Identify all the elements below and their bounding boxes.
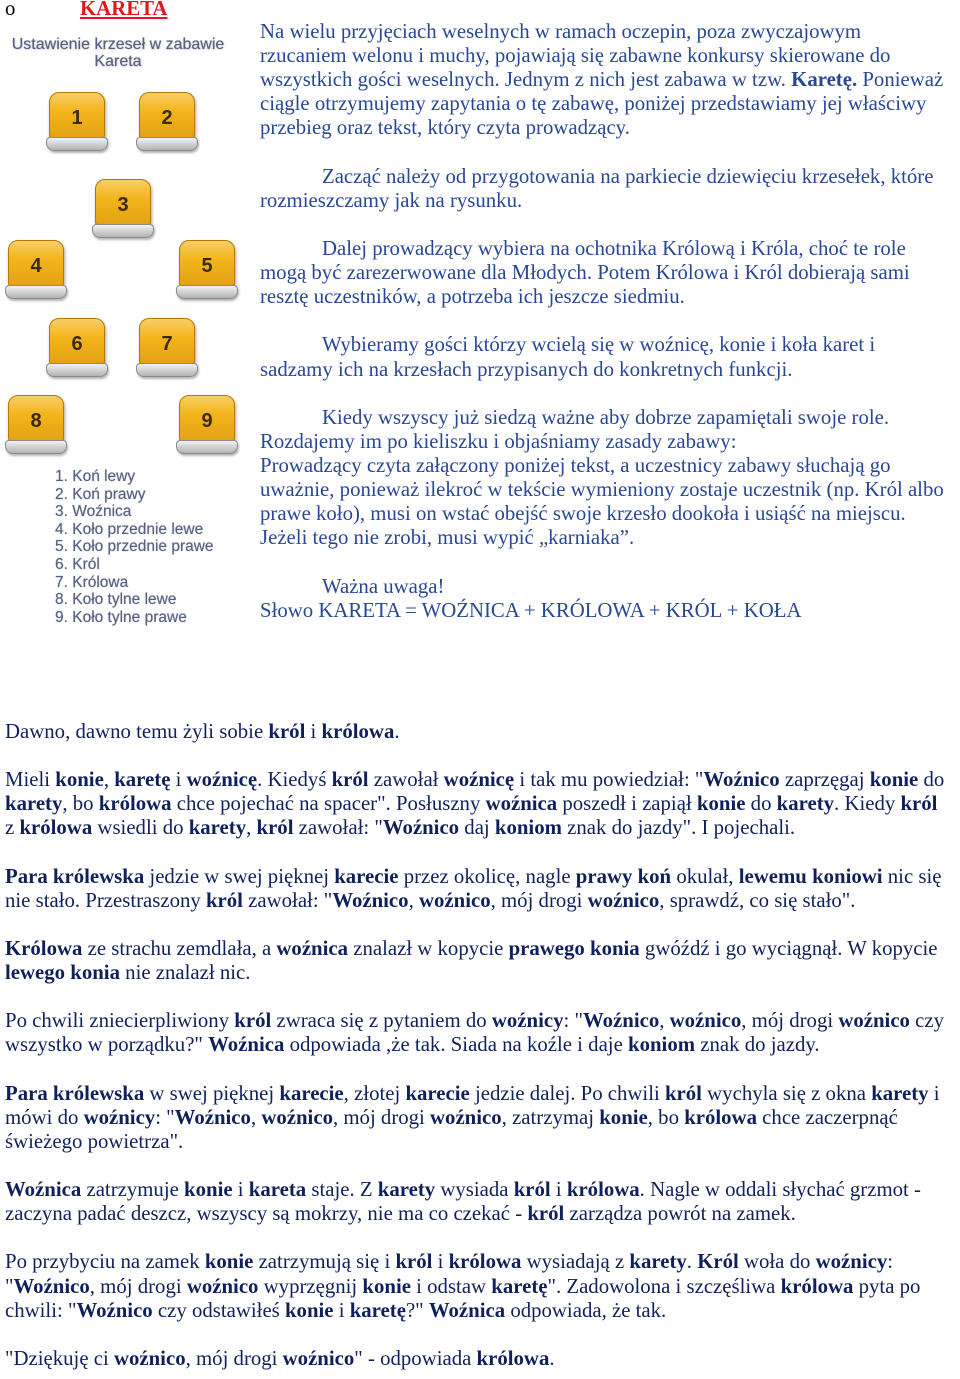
text-run: odpowiada, że tak. — [505, 1298, 667, 1322]
chair-8 — [5, 395, 67, 455]
story-paragraph — [5, 1009, 960, 1057]
intro-line — [260, 358, 960, 382]
text-run: chce zaczerpnąć — [756, 1105, 898, 1129]
text-run: Wybieramy gości którzy wcielą się w woźnicę, konie i koła karet i — [322, 333, 876, 357]
chair-number: 6 — [71, 333, 83, 355]
bold-term: lewego konia — [5, 961, 120, 985]
bold-term: Woźnico — [703, 768, 780, 792]
text-run: okulał, — [671, 864, 739, 888]
bold-term: woźnico — [430, 1105, 502, 1129]
text-run: uważnie, ponieważ ilekroć w tekście wymieniony zostaje uczestnik (np. Król albo — [260, 478, 944, 502]
text-run: wysiada — [435, 1178, 514, 1202]
bold-term: karecie — [279, 1081, 344, 1105]
intro-line — [260, 526, 960, 550]
text-run: znak do jazdy". I pojechali. — [561, 816, 796, 840]
text-run: Dawno, dawno temu żyli sobie — [5, 720, 269, 743]
legend-item: 8. Koło tylne lewe — [55, 591, 177, 609]
bold-term: król — [256, 816, 294, 840]
text-run: wychyla się z okna — [701, 1081, 872, 1105]
story-line — [5, 1009, 960, 1033]
chair-seat — [92, 224, 154, 238]
chair-number: 4 — [30, 255, 42, 277]
story-line — [5, 792, 960, 816]
intro-paragraph — [260, 237, 960, 309]
bold-term: karety — [629, 1250, 687, 1274]
text-run: , mój drogi — [490, 888, 588, 912]
bold-term: prawego konia — [508, 936, 640, 960]
chair-number: 9 — [201, 410, 213, 432]
text-run: Po przybyciu na zamek — [5, 1250, 205, 1274]
text-run: , — [103, 768, 115, 792]
chair-5 — [176, 240, 238, 300]
text-run: , mój drogi — [185, 1346, 283, 1370]
bold-term: Woźnico — [332, 888, 409, 912]
bold-term: król — [395, 1250, 433, 1274]
bold-term: Karetę. — [791, 68, 858, 92]
text-run: przez okolicę, nagle — [398, 864, 576, 888]
text-run: zarządza powrót na zamek. — [564, 1202, 796, 1226]
intro-line — [260, 261, 960, 285]
bold-term: konie — [184, 1178, 233, 1202]
text-run: wyprzęgnij — [258, 1274, 363, 1298]
text-run: , mój drogi — [89, 1274, 187, 1298]
chair-1 — [46, 92, 108, 152]
text-run: znalazł w kopycie — [348, 936, 509, 960]
text-run: ?" — [405, 1298, 429, 1322]
text-run: do — [918, 768, 945, 792]
chair-4 — [5, 240, 67, 300]
text-run: staje. Z — [306, 1178, 378, 1202]
text-run: zawołał: " — [242, 888, 333, 912]
story-line — [5, 1347, 960, 1371]
chair-number: 7 — [161, 333, 173, 355]
intro-line — [260, 454, 960, 478]
text-run: i tak mu powiedział: " — [514, 768, 704, 792]
text-run: i — [928, 1081, 940, 1105]
text-run: zwraca się z pytaniem do — [271, 1009, 492, 1033]
legend-item: 7. Królowa — [55, 573, 129, 591]
story-line — [5, 937, 960, 961]
text-run: czy odstawiłeś — [152, 1298, 285, 1322]
chair-6 — [46, 318, 108, 378]
intro-line — [260, 92, 960, 116]
text-run: Po chwili zniecierpliwiony — [5, 1009, 235, 1033]
list-bullet: o — [5, 0, 16, 20]
intro-paragraph — [260, 165, 960, 213]
text-run: w swej pięknej — [144, 1081, 280, 1105]
story-line — [5, 865, 960, 889]
bold-term: król — [527, 1202, 565, 1226]
text-run: , — [659, 1009, 670, 1033]
bold-term: królowa — [476, 1346, 550, 1370]
text-run: , bo — [62, 792, 99, 816]
chair-seat — [176, 440, 238, 454]
bold-term: karetę — [349, 1298, 406, 1322]
text-run: nic się — [882, 864, 942, 888]
bold-term: Woźnico — [174, 1105, 251, 1129]
text-run: daj — [459, 816, 495, 840]
bold-term: konie — [55, 768, 104, 792]
bold-term: woźnico — [838, 1009, 910, 1033]
bold-term: woźnico — [587, 888, 660, 912]
legend-item: 1. Koń lewy — [55, 468, 136, 485]
text-run: pyta po — [853, 1274, 921, 1298]
bold-term: królowa — [19, 816, 93, 840]
bold-term: król — [331, 768, 369, 792]
bold-term: karetę — [114, 768, 171, 792]
bold-term: woźnico — [261, 1105, 333, 1129]
text-run: resztę uczestników, a potrzeba ich jeszcze siedmiu. — [260, 285, 685, 309]
intro-line — [260, 478, 960, 502]
text-run: , — [408, 888, 419, 912]
bold-term: konie — [696, 792, 746, 816]
text-run: zawołał: " — [293, 816, 383, 840]
chair-number: 2 — [161, 107, 173, 129]
text-run: zawołał — [368, 768, 444, 792]
intro-line — [260, 406, 960, 430]
text-run: " - odpowiada — [354, 1346, 477, 1370]
text-run: , — [246, 816, 257, 840]
bold-term: koniom — [628, 1033, 696, 1057]
intro-line — [260, 237, 960, 261]
bold-term: Woźnico — [76, 1298, 153, 1322]
bold-term: karety — [871, 1081, 929, 1105]
legend-item: 5. Koło przednie prawe — [55, 538, 214, 556]
bold-term: woźnicy — [815, 1250, 888, 1274]
bold-term: karety — [188, 816, 247, 840]
kareta-title-link[interactable]: KARETA — [80, 0, 168, 20]
bold-term: karety — [377, 1178, 436, 1202]
intro-paragraph — [260, 575, 960, 623]
bold-term: król — [900, 792, 938, 816]
chair-number: 1 — [71, 107, 83, 129]
text-run: sadzamy ich na krzesłach przypisanych do konkretnych funkcji. — [260, 357, 793, 381]
text-run: nie znalazł nic. — [119, 961, 251, 985]
bold-term: woźnica — [276, 936, 349, 960]
intro-line — [260, 285, 960, 309]
text-run: , bo — [647, 1105, 685, 1129]
text-run: ciągle otrzymujemy zapytania o tę zabawę, poniżej przedstawiamy jej właściwy — [260, 92, 927, 116]
text-run: Kiedy wszyscy już siedzą ważne aby dobrze zapamiętali swoje role. — [322, 405, 890, 429]
chair-legend — [55, 468, 240, 626]
text-run: Rozdajemy im po kieliszku i objaśniamy zasady zabawy: — [260, 429, 737, 453]
text-run: czy — [909, 1009, 945, 1033]
text-run: Ponieważ — [857, 68, 944, 92]
story-paragraph — [5, 720, 960, 744]
text-run: i — [432, 1250, 449, 1274]
text-run: Dalej prowadzący wybiera na ochotnika Królową i Króla, choć te role — [322, 236, 906, 260]
story-line — [5, 1275, 960, 1299]
text-run: chwili: " — [5, 1298, 77, 1322]
text-run: . Kiedyś — [257, 768, 332, 792]
text-run: mówi do — [5, 1105, 84, 1129]
text-run: i — [333, 1298, 350, 1322]
bold-term: królowa — [684, 1105, 757, 1129]
intro-line — [260, 502, 960, 526]
bold-term: konie — [869, 768, 919, 792]
text-run: i — [232, 1178, 249, 1202]
text-run: zatrzymują się i — [253, 1250, 396, 1274]
text-run: zaczyna padać deszcz, wszyscy są mokrzy, nie ma co czekać - — [5, 1202, 528, 1226]
bold-term: król — [234, 1009, 272, 1033]
bold-term: karetę — [491, 1274, 548, 1298]
story-paragraph — [5, 768, 960, 840]
text-run: , mój drogi — [741, 1009, 839, 1033]
text-run: jedzie w swej pięknej — [144, 864, 335, 888]
story-line — [5, 889, 960, 913]
chair-seat — [5, 440, 67, 454]
text-run: ". Zadowolona i szczęśliwa — [547, 1274, 781, 1298]
text-run: odpowiada ,że tak. Siada na koźle i daje — [284, 1033, 629, 1057]
text-run: nie stało. Przestraszony — [5, 888, 206, 912]
bold-term: karety — [5, 792, 63, 816]
bold-term: woźnico — [113, 1346, 186, 1370]
legend-item: 4. Koło przednie lewe — [55, 520, 204, 538]
text-run: woła do — [738, 1250, 816, 1274]
bold-term: woźnico — [282, 1346, 355, 1370]
text-run: . — [394, 720, 400, 743]
bold-term: konie — [204, 1250, 254, 1274]
bold-term: Para królewska — [5, 864, 145, 888]
figure-title-line: Ustawienie krzeseł w zabawie — [11, 36, 225, 53]
story-paragraph — [5, 1082, 960, 1154]
bold-term: królowa — [98, 792, 172, 816]
text-run: . — [686, 1250, 698, 1274]
text-run: Na wielu przyjęciach weselnych w ramach oczepin, poza zwyczajowym — [260, 20, 862, 43]
chair-seat — [46, 363, 108, 377]
chair-2 — [136, 92, 198, 152]
bold-term: karety — [776, 792, 835, 816]
intro-paragraph — [260, 406, 960, 551]
chair-number: 8 — [30, 410, 42, 432]
story-line — [5, 1250, 960, 1274]
text-run: Słowo KARETA = WOŹNICA + KRÓLOWA + KRÓL + KOŁA — [260, 598, 802, 622]
text-run: "Dziękuję ci — [5, 1346, 114, 1370]
text-run: mogą być zarezerwowane dla Młodych. Potem Królowa i Król dobierają sami — [260, 261, 910, 285]
bold-term: królowa — [321, 720, 395, 743]
story-line — [5, 720, 960, 744]
story-paragraph — [5, 1250, 960, 1322]
story-paragraph — [5, 1347, 960, 1371]
bold-term: królowa — [448, 1250, 522, 1274]
chair-seat — [176, 285, 238, 299]
legend-item: 3. Woźnica — [55, 503, 132, 521]
story-line — [5, 816, 960, 840]
text-run: i odstaw — [410, 1274, 492, 1298]
text-run: Jeżeli tego nie zrobi, musi wypić „karniaka”. — [260, 526, 635, 550]
chair-number: 3 — [117, 194, 129, 216]
bold-term: królowa — [566, 1178, 640, 1202]
intro-line — [260, 599, 960, 623]
intro-line — [260, 430, 960, 454]
bold-term: karecie — [405, 1081, 470, 1105]
text-run: : — [887, 1250, 894, 1274]
bold-term: woźnicę — [443, 768, 515, 792]
chair-seat — [5, 285, 67, 299]
bold-term: lewemu koniowi — [738, 864, 883, 888]
story-line — [5, 1130, 960, 1154]
story-line — [5, 1106, 960, 1130]
intro-line — [260, 44, 960, 68]
text-run: Prowadzący czyta załączony poniżej tekst, a uczestnicy zabawy słuchają go — [260, 453, 891, 477]
legend-item: 9. Koło tylne prawe — [55, 608, 187, 626]
bold-term: woźnico — [186, 1274, 259, 1298]
bold-term: Królowa — [5, 936, 83, 960]
bold-term: konie — [284, 1298, 334, 1322]
text-run: Zacząć należy od przygotowania na parkiecie dziewięciu krzesełek, które — [322, 164, 934, 188]
bold-term: król — [513, 1178, 551, 1202]
bold-term: Woźnica — [5, 1178, 82, 1202]
intro-line — [260, 116, 960, 140]
intro-line — [260, 333, 960, 357]
text-run: , sprawdź, co się stało". — [659, 888, 856, 912]
text-run: zaprzęgaj — [779, 768, 870, 792]
story-line — [5, 1299, 960, 1323]
bold-term: woźnico — [669, 1009, 742, 1033]
bold-term: konie — [362, 1274, 411, 1298]
intro-paragraph — [260, 20, 960, 141]
text-run: . Kiedy — [834, 792, 901, 816]
bold-term: Król — [697, 1250, 739, 1274]
bold-term: woźnicy — [83, 1105, 156, 1129]
bold-term: król — [664, 1081, 702, 1105]
chair-3 — [92, 179, 154, 239]
figure-title — [8, 36, 228, 70]
story-paragraph — [5, 865, 960, 913]
text-run: ze strachu zemdlała, a — [82, 936, 277, 960]
text-run: , zatrzymaj — [501, 1105, 600, 1129]
bold-term: kareta — [248, 1178, 307, 1202]
text-run: : " — [155, 1105, 175, 1129]
story-line — [5, 1082, 960, 1106]
text-run: " — [5, 1274, 14, 1298]
text-run: Ważna uwaga! — [322, 574, 445, 598]
bold-term: król — [205, 888, 243, 912]
text-run: jedzie dalej. Po chwili — [469, 1081, 665, 1105]
text-run: . — [549, 1346, 555, 1370]
legend-item: 2. Koń prawy — [55, 485, 146, 503]
text-run: wszystko w porządku?" — [5, 1033, 209, 1057]
intro-line — [260, 68, 960, 92]
bold-term: koniom — [494, 816, 562, 840]
bold-term: królowa — [780, 1274, 854, 1298]
text-run: rozmieszczamy jak na rysunku. — [260, 188, 523, 212]
chair-7 — [136, 318, 198, 378]
bold-term: Para królewska — [5, 1081, 145, 1105]
bold-term: prawy koń — [575, 864, 672, 888]
legend-item: 6. Król — [55, 555, 100, 573]
story-text — [5, 720, 960, 1371]
story-paragraph — [5, 937, 960, 985]
story-line — [5, 768, 960, 792]
bold-term: Woźnica — [208, 1033, 285, 1057]
chair-seat — [136, 363, 198, 377]
story-paragraph — [5, 1178, 960, 1226]
text-run: rzucaniem welonu i muchy, pojawiają się zabawne konkursy skierowane do — [260, 44, 891, 68]
bold-term: Woźnica — [428, 1298, 506, 1322]
story-line — [5, 1202, 960, 1226]
text-run: i — [305, 720, 322, 743]
text-run: znak do jazdy. — [695, 1033, 820, 1057]
text-run: , mój drogi — [332, 1105, 431, 1129]
text-run: zatrzymuje — [81, 1178, 185, 1202]
text-run: poszedł i zapiął — [557, 792, 697, 816]
intro-line — [260, 20, 960, 44]
intro-line — [260, 189, 960, 213]
chair-layout-figure — [0, 0, 245, 640]
chair-number: 5 — [201, 255, 213, 277]
chair-seat — [46, 137, 108, 151]
text-run: , — [250, 1105, 262, 1129]
text-run: wysiadają z — [521, 1250, 630, 1274]
bold-term: woźnico — [418, 888, 491, 912]
story-line — [5, 1178, 960, 1202]
chair-seat — [136, 137, 198, 151]
text-run: Mieli — [5, 768, 56, 792]
intro-line — [260, 165, 960, 189]
figure-title-line: Kareta — [94, 53, 142, 70]
intro-paragraph — [260, 333, 960, 381]
intro-text — [260, 20, 960, 623]
chair-9 — [176, 395, 238, 455]
bold-term: konie — [599, 1105, 648, 1129]
text-run: przebieg oraz tekst, który czyta prowadzący. — [260, 116, 630, 140]
bold-term: karecie — [334, 864, 399, 888]
bold-term: woźnicę — [186, 768, 258, 792]
text-run: : " — [563, 1009, 583, 1033]
story-line — [5, 1033, 960, 1057]
text-run: . Nagle w oddali słychać grzmot - — [639, 1178, 921, 1202]
text-run: świeżego powietrza". — [5, 1129, 184, 1153]
text-run: wszystkich gości weselnych. Jednym z nich jest zabawa w tzw. — [260, 68, 792, 92]
text-run: chce pojechać na spacer". Posłuszny — [171, 792, 486, 816]
text-run: do — [745, 792, 777, 816]
bold-term: Woźnico — [382, 816, 460, 840]
bold-term: król — [268, 720, 306, 743]
text-run: i — [170, 768, 187, 792]
story-line — [5, 961, 960, 985]
bold-term: woźnicy — [491, 1009, 564, 1033]
intro-line — [260, 575, 960, 599]
bold-term: Woźnico — [13, 1274, 90, 1298]
text-run: wsiedli do — [92, 816, 189, 840]
text-run: , złotej — [343, 1081, 406, 1105]
text-run: prawe koło), musi on wstać obejść swoje krzesło dookoła i usiąść na miejscu. — [260, 502, 906, 526]
bold-term: Woźnico — [582, 1009, 660, 1033]
text-run: z — [5, 816, 20, 840]
bold-term: woźnica — [485, 792, 558, 816]
text-run: i — [550, 1178, 567, 1202]
text-run: gwóźdź i go wyciągnął. W kopycie — [639, 936, 938, 960]
